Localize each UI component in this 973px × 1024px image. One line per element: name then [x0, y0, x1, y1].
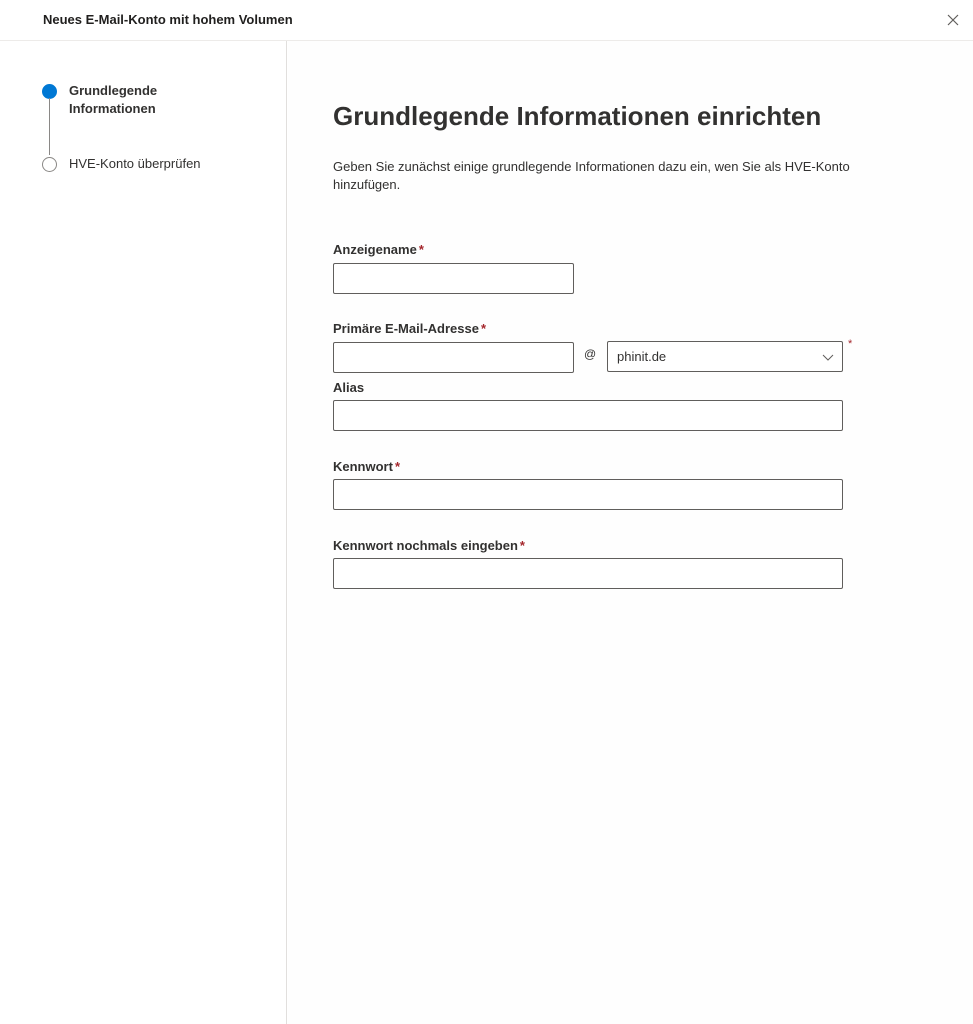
wizard-steps-sidebar	[0, 41, 287, 1024]
step-active-icon	[42, 84, 57, 99]
main-content	[288, 41, 973, 1024]
password-confirm-label	[333, 538, 525, 553]
dialog-header	[0, 0, 973, 41]
step-basic-info[interactable]	[42, 84, 179, 118]
at-sign: @	[584, 347, 597, 361]
label-text: Kennwort nochmals eingeben	[333, 538, 518, 553]
password-input[interactable]	[333, 479, 843, 510]
close-button[interactable]	[943, 10, 963, 30]
page-title: Grundlegende Informationen einrichten	[333, 101, 822, 131]
display-name-label	[333, 242, 424, 257]
label-text: Primäre E-Mail-Adresse	[333, 321, 479, 336]
required-marker: *	[394, 459, 401, 474]
close-icon	[943, 10, 963, 30]
password-label	[333, 459, 400, 474]
domain-selected-value: phinit.de	[617, 349, 667, 364]
required-marker: *	[519, 538, 525, 553]
chevron-down-icon	[822, 351, 834, 363]
label-text: Anzeigename	[333, 242, 417, 257]
password-confirm-input[interactable]	[333, 558, 843, 589]
domain-required-marker: *	[848, 338, 853, 350]
alias-label: Alias	[333, 380, 365, 395]
primary-email-input[interactable]	[333, 342, 574, 373]
display-name-input[interactable]	[333, 263, 574, 294]
page-description: Geben Sie zunächst einige grundlegende Informationen dazu ein, wen Sie als HVE-Konto hinzufügen.	[333, 159, 850, 192]
step-inactive-icon	[42, 157, 57, 172]
step-label: Grundlegende Informationen	[69, 83, 158, 116]
dialog-title: Neues E-Mail-Konto mit hohem Volumen	[43, 12, 293, 27]
label-text: Kennwort	[333, 459, 393, 474]
step-review-hve[interactable]	[42, 157, 201, 173]
required-marker: *	[480, 321, 487, 336]
step-connector	[49, 98, 50, 155]
domain-dropdown[interactable]	[607, 341, 843, 372]
required-marker: *	[418, 242, 424, 257]
primary-email-label	[333, 321, 486, 336]
step-label: HVE-Konto überprüfen	[69, 156, 201, 171]
alias-input[interactable]	[333, 400, 843, 431]
